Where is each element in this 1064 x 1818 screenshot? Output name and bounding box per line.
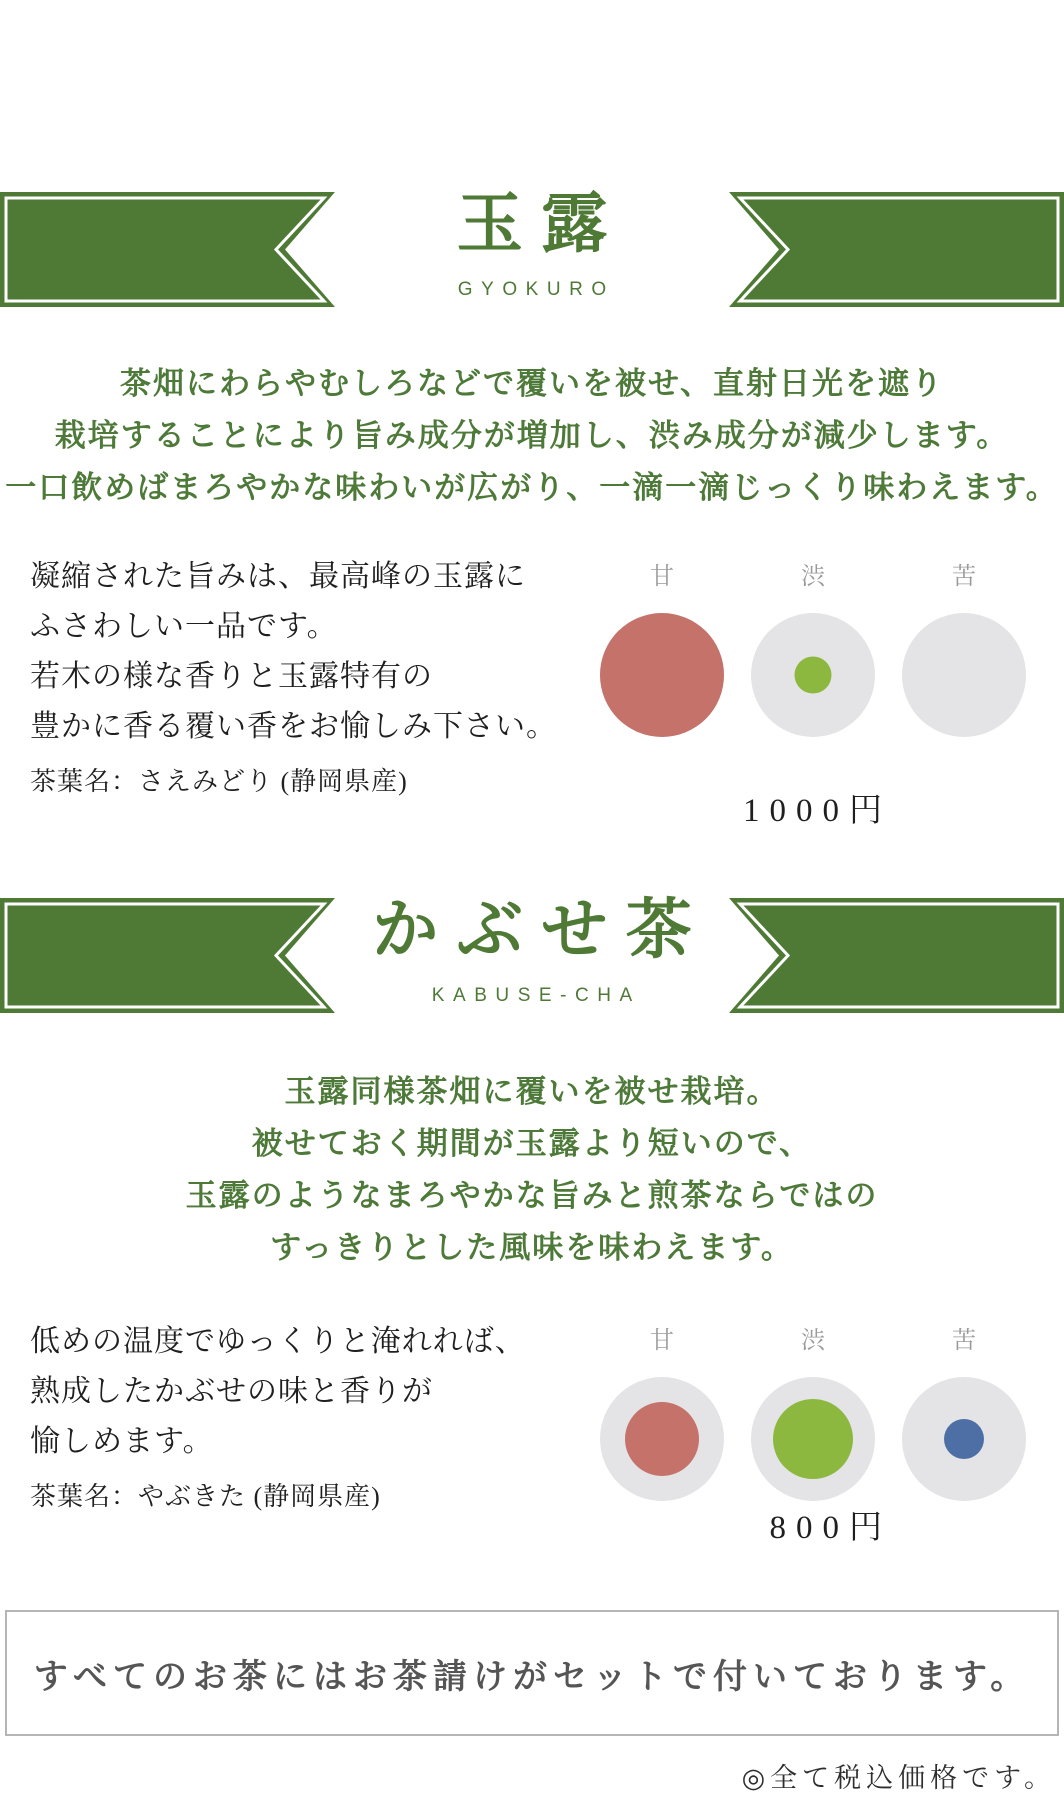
kabusecha-leaf-name: 茶葉名：やぶきた (静岡県産) xyxy=(30,1482,381,1511)
taste-track-circle xyxy=(751,613,875,737)
taste-track-circle xyxy=(600,1377,724,1501)
taste-sweet xyxy=(600,1324,724,1501)
notes-line: ふさわしい一品です。 xyxy=(30,610,338,643)
description-line: 栽培することにより旨み成分が増加し、渋み成分が減少します。 xyxy=(54,418,1010,453)
kabusecha-title-romaji: KABUSE-CHA xyxy=(431,985,641,1006)
notes-line: 低めの温度でゆっくりと淹れれば、 xyxy=(30,1325,526,1358)
taste-track-circle xyxy=(600,613,724,737)
description-line: 被せておく期間が玉露より短いので、 xyxy=(251,1126,813,1161)
gyokuro-banner xyxy=(0,188,1064,307)
taste-label: 渋 xyxy=(801,564,825,590)
taste-label: 渋 xyxy=(801,1328,825,1354)
taste-track-circle xyxy=(751,1377,875,1501)
taste-track-circle xyxy=(902,613,1026,737)
gyokuro-title-romaji: GYOKURO xyxy=(457,279,615,300)
kabusecha-notes xyxy=(30,1317,526,1467)
notes-line: 凝縮された旨みは、最高峰の玉露に xyxy=(30,560,526,593)
kabusecha-title: かぶせ茶 xyxy=(372,894,711,967)
description-line: 茶畑にわらやむしろなどで覆いを被せ、直射日光を遮り xyxy=(119,366,945,401)
taste-astringent xyxy=(751,1324,875,1501)
gyokuro-leaf-name: 茶葉名：さえみどり (静岡県産) xyxy=(30,767,408,796)
taste-label: 甘 xyxy=(650,1328,674,1354)
gyokuro-notes xyxy=(30,552,557,752)
taste-label: 甘 xyxy=(650,564,674,590)
tax-note: ◎全て税込価格です。 xyxy=(741,1763,1056,1793)
taste-astringent xyxy=(751,560,875,737)
kabusecha-banner xyxy=(0,894,1064,1013)
description-line: すっきりとした風味を味わえます。 xyxy=(270,1230,794,1265)
notes-line: 若木の様な香りと玉露特有の xyxy=(30,660,433,693)
notes-line: 愉しめます。 xyxy=(30,1425,214,1458)
kabusecha-description xyxy=(0,1066,1064,1274)
gyokuro-price: 1000円 xyxy=(743,793,892,829)
taste-dot xyxy=(625,1402,699,1476)
description-line: 玉露のようなまろやかな旨みと煎茶ならではの xyxy=(185,1178,879,1213)
taste-bitter xyxy=(902,1324,1026,1501)
description-line: 玉露同様茶畑に覆いを被せ栽培。 xyxy=(284,1074,780,1109)
gyokuro-title: 玉露 xyxy=(456,188,626,261)
kabusecha-taste-chart xyxy=(600,1324,1026,1501)
gyokuro-description xyxy=(0,358,1064,514)
taste-sweet xyxy=(600,560,724,737)
notes-line: 豊かに香る覆い香をお愉しみ下さい。 xyxy=(30,710,557,743)
taste-dot xyxy=(795,657,832,694)
description-line: 一口飲めばまろやかな味わいが広がり、一滴一滴じっくり味わえます。 xyxy=(5,470,1059,505)
footer-note-text: すべてのお茶にはお茶請けがセットで付いております。 xyxy=(33,1658,1031,1696)
taste-label: 苦 xyxy=(952,564,976,590)
kabusecha-price: 800円 xyxy=(769,1510,892,1546)
taste-label: 苦 xyxy=(952,1328,976,1354)
notes-line: 熟成したかぶせの味と香りが xyxy=(30,1375,433,1408)
taste-dot xyxy=(944,1419,984,1459)
taste-track-circle xyxy=(902,1377,1026,1501)
footer-note-box xyxy=(5,1610,1059,1736)
taste-dot xyxy=(773,1399,853,1479)
gyokuro-taste-chart xyxy=(600,560,1026,737)
taste-bitter xyxy=(902,560,1026,737)
taste-dot xyxy=(600,613,724,737)
